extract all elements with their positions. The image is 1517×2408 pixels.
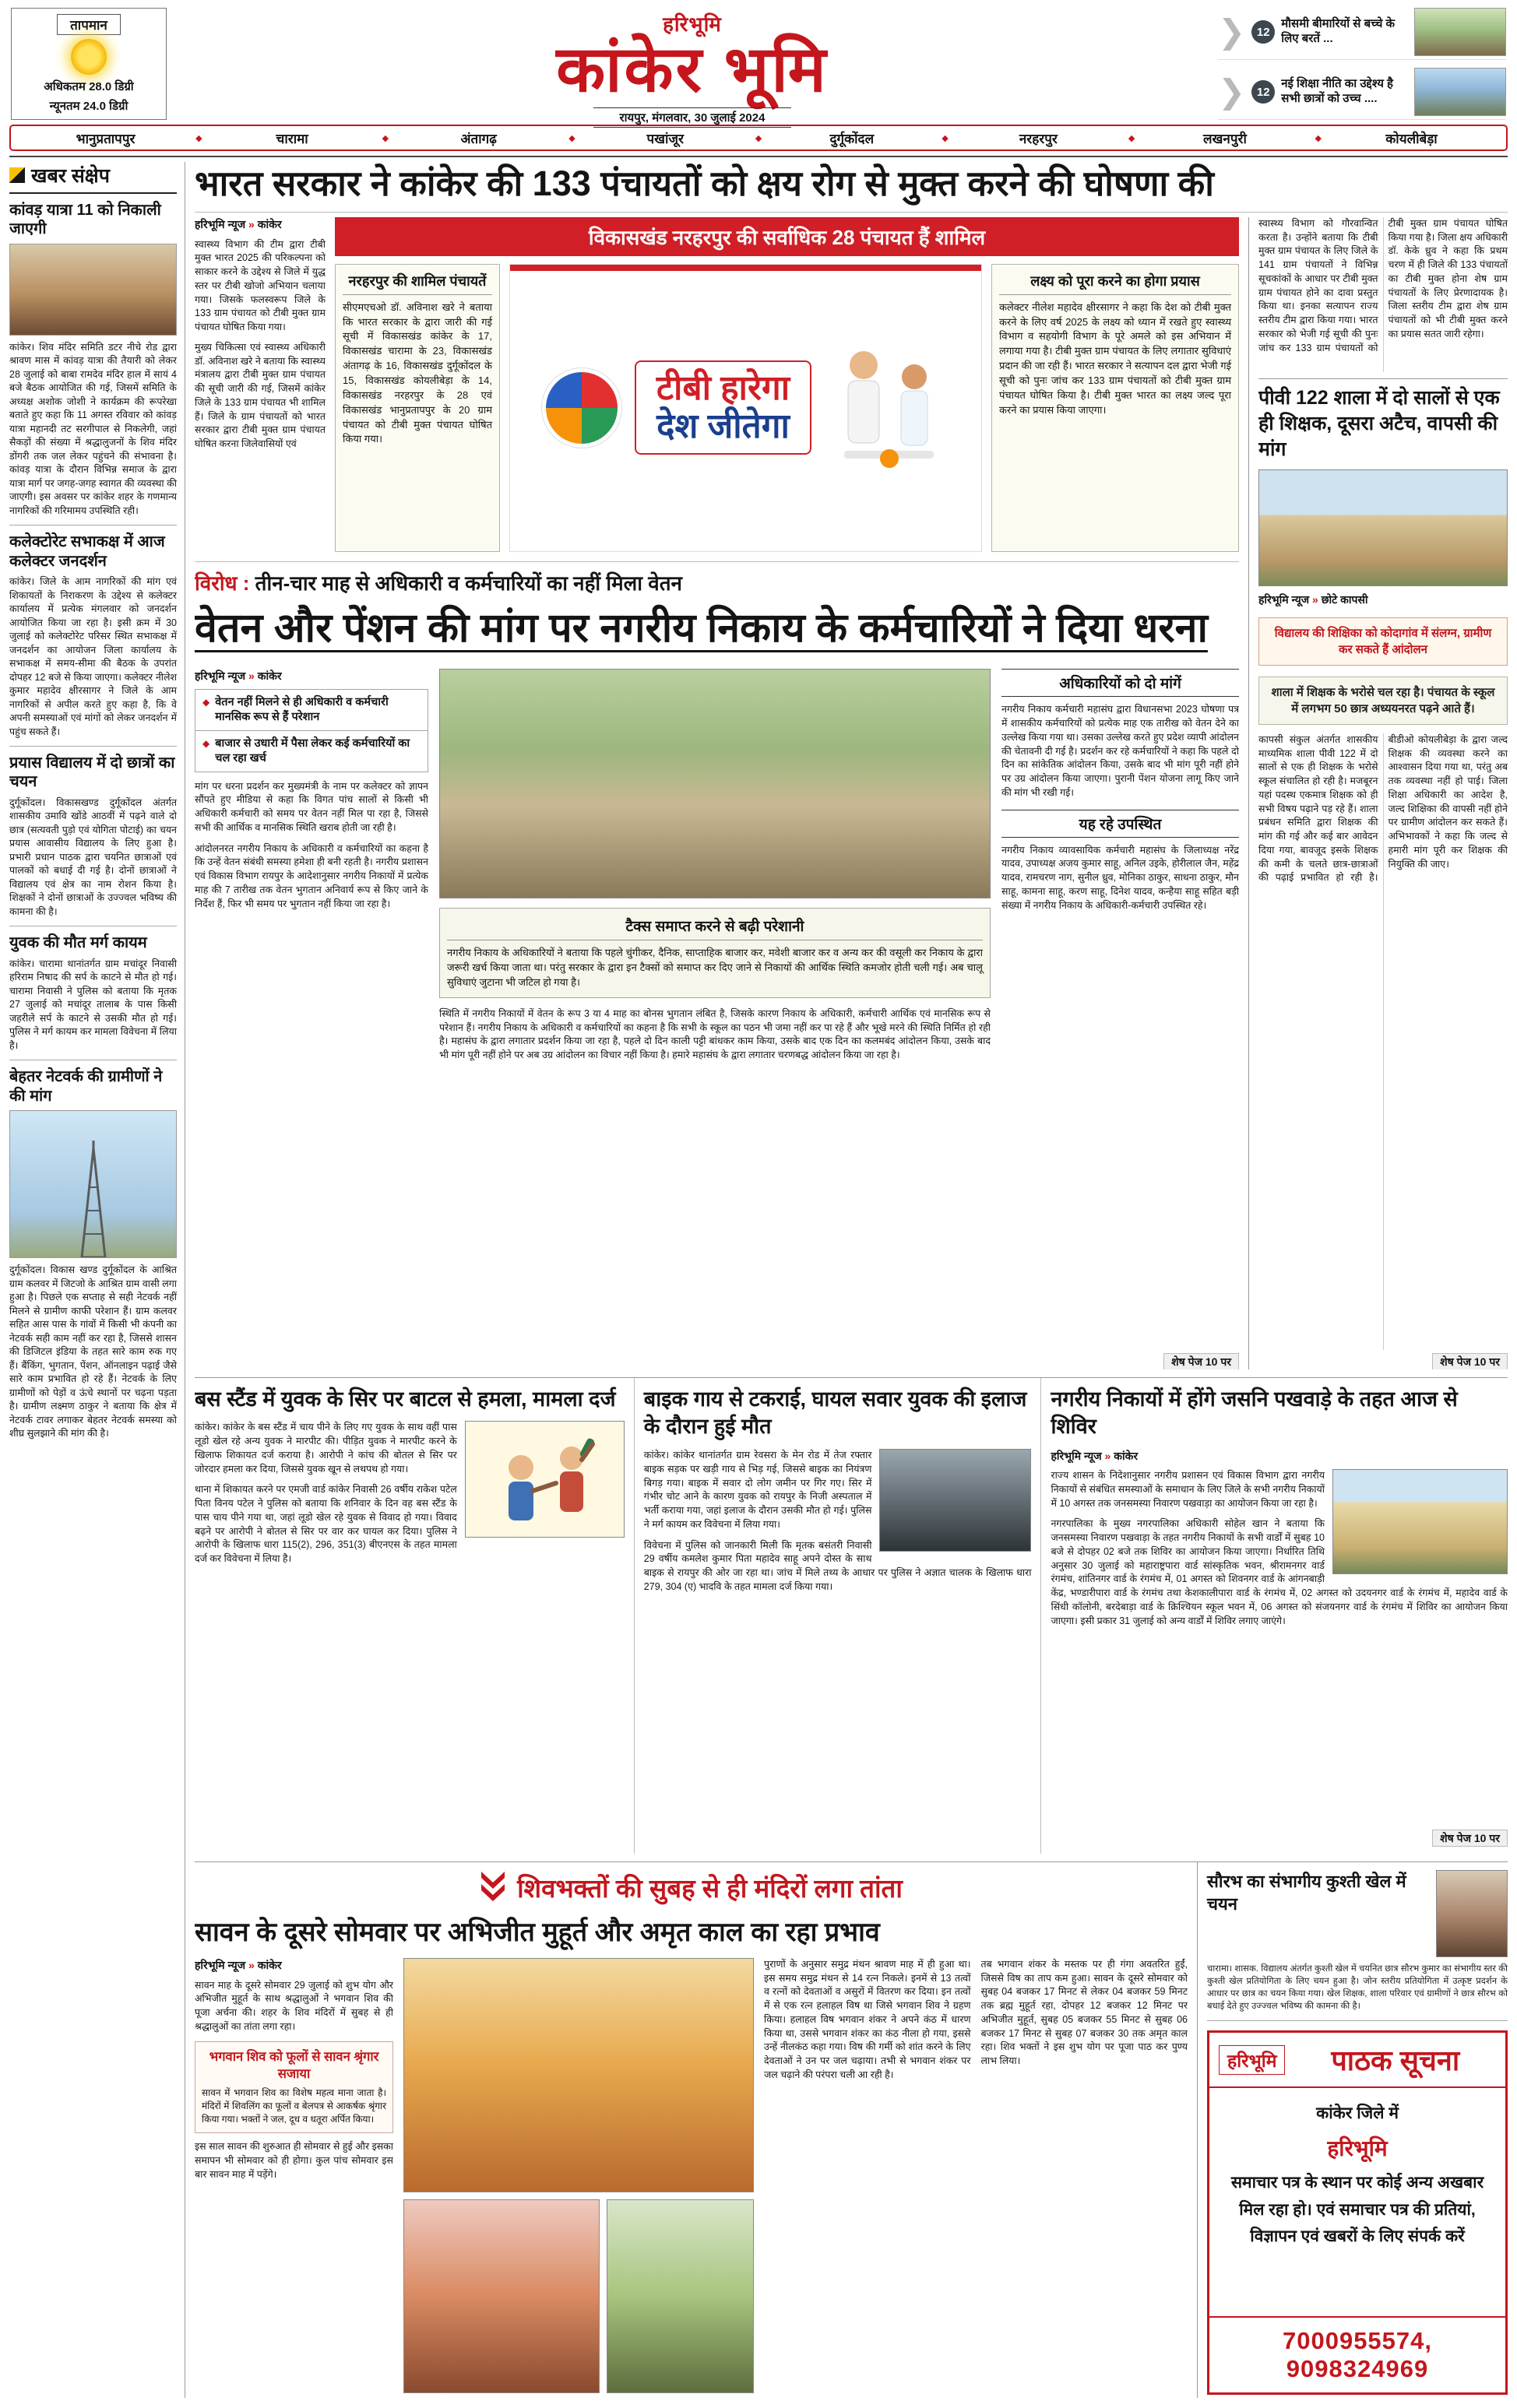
brand-chip: हरिभूमि [1219, 2045, 1285, 2075]
sidebar-story-kanwar-yatra [9, 194, 177, 526]
shringar-sidebox [195, 2041, 393, 2134]
weather-label: तापमान [57, 14, 121, 35]
section-nav [9, 125, 1508, 151]
poster-slogan-line2: देश जीतेगा [656, 406, 790, 445]
bullet-text: वेतन नहीं मिलने से ही अधिकारी व कर्मचारी मानसिक रूप से हैं परेशान [215, 696, 389, 724]
diamond-separator-icon: ◆ [568, 133, 575, 143]
doctors-illustration [829, 334, 945, 482]
diamond-separator-icon: ◆ [382, 133, 389, 143]
byline-source: हरिभूमि न्यूज [1051, 1450, 1102, 1462]
top-band-main [195, 217, 1249, 1369]
salary-first-column [195, 669, 428, 1369]
masthead [9, 5, 1508, 123]
byline [1258, 592, 1508, 607]
lead-center-block [335, 217, 1239, 552]
continued-on-page-note: शेष पेज 10 पर [1001, 1350, 1239, 1369]
shiva-first-column [195, 1958, 393, 2393]
byline-source: हरिभूमि न्यूज [195, 670, 246, 683]
notice-line-2: समाचार पत्र के स्थान पर कोई अन्य अखबार मिल रहा हो। एवं समाचार पत्र की प्रतियां, विज्ञापन एवं खबरों के लिए संपर्क करें [1230, 2173, 1484, 2246]
nav-item-koylibeda: कोयलीबेड़ा [1385, 131, 1438, 146]
bike-cow-accident-story [635, 1378, 1042, 1854]
teaser-2-photo [1414, 68, 1506, 116]
story-body: कांकेर। चारामा थानांतर्गत ग्राम मचांदूर निवासी हरिराम निषाद की सर्प के काटने से मौत हो गई। चारामा निवासी ने पुलिस को बताया कि मृतक 27 जुलाई को मचांदूर तालाब के पास किसी जहरीले सर्प के काटने से उसकी मौत हो गई। पुलिस ने मर्ग कायम कर मामला विवेचना में लिया है। [9, 958, 177, 1051]
weather-box [11, 8, 167, 120]
diamond-separator-icon: ◆ [942, 133, 949, 143]
kicker-text: तीन-चार माह से अधिकारी व कर्मचारियों का नहीं मिला वेतन [255, 571, 682, 595]
byline-arrows-icon: » [248, 217, 255, 230]
salary-middle-column [439, 669, 991, 1369]
byline-arrows-icon: » [248, 1958, 255, 1971]
diamond-separator-icon: ◆ [755, 133, 762, 143]
sidebox-body: सावन में भगवान शिव का विशेष महत्व माना जाता है। मंदिरों में शिवलिंग का फूलों व बेलपत्र से आकर्षक श्रृंगार किया गया। भक्तों ने जल, दूध व धतूरा अर्पित किया। [202, 2087, 386, 2125]
lead-paragraph: मुख्य चिकित्सा एवं स्वास्थ्य अधिकारी डॉ. अविनाश खरे ने बताया कि स्वास्थ्य मंत्रालय द्वारा टीबी मुक्त ग्राम पंचायत की सूची जारी की गई, जिसमें कांकेर जिले के 133 ग्राम पंचायत भी शामिल हैं। जिले के ग्राम पंचायतों को भारत सरकार द्वारा टीबी मुक्त ग्राम पंचायत घोषित करना जिलेवासियों एवं [195, 341, 326, 450]
notice-header [1209, 2033, 1505, 2088]
lead-sub-banner: विकासखंड नरहरपुर की सर्वाधिक 28 पंचायत हैं शामिल [335, 217, 1239, 256]
goal-box [991, 264, 1239, 552]
bike-paragraph: विवेचना में पुलिस को जानकारी मिली कि मृतक बसंतरी निवासी 29 वर्षीय कमलेश कुमार पिता महादेव साहू अपने दोस्त के साथ बाइक से रायपुर की ओर जा रहा था। जांच में मिले तथ्य के आधार पर पुलिस ने अज्ञात चालक के खिलाफ धारा 279, 304 (ए) भादवि के तहत मामला दर्ज किया गया। [643, 1539, 1032, 1592]
masthead-center [179, 8, 1206, 125]
school-body: कापसी संकुल अंतर्गत शासकीय माध्यमिक शाला पीवी 122 में दो सालों से एक ही शिक्षक के भरोसे स्कूल संचालित हो रही है। मजबूरन यहां पदस्थ एकमात्र शिक्षक को ही सभी विषय पढ़ाने पड़ रहे हैं। शाला प्रबंधन समिति द्वारा शिक्षक की मांग की गई और कई बार आवेदन दिया गया, बावजूद इसके शिक्षक की कमी के चलते छात्र-छात्राओं की पढ़ाई प्रभावित हो रही है। बीडीओ कोयलीबेड़ा के द्वारा जल्द शिक्षक की व्यवस्था करने का आश्वासन दिया गया था, परंतु अब तक व्यवस्था नहीं हो पाई। जिला शिक्षा अधिकारी का आदेश है, जल्द शिक्षिका की वापसी नहीं होने पर ग्रामीण आंदोलन कर सकते हैं। अभिभावकों ने कहा कि जल्द से हमारी मांग पूरी कर शिक्षक की नियुक्ति की जाए। [1258, 733, 1508, 884]
salary-headline: वेतन और पेंशन की मांग पर नगरीय निकाय के कर्मचारियों ने दिया धरना [195, 605, 1208, 651]
attack-illustration [465, 1421, 625, 1538]
highlight-bullets [195, 689, 428, 772]
middle-band [195, 1377, 1508, 1854]
salary-paragraph: मांग पर धरना प्रदर्शन कर मुख्यमंत्री के नाम पर कलेक्टर को ज्ञापन सौंपते हुए मीडिया से कहा कि विगत पांच सालों से किसी भी अधिकारी कर्मचारी को समय पर वेतन नहीं मिल पा रहा है, जिससे सभी की आर्थिक व मानसिक स्थिति खराब होती जा रही है। [195, 780, 428, 833]
continued-on-page-note: शेष पेज 10 पर [1258, 1350, 1508, 1369]
municipal-building-photo [1332, 1469, 1508, 1574]
double-down-arrow-icon [480, 1872, 506, 1903]
wrestling-headline: सौरभ का संभागीय कुश्ती खेल में चयन [1207, 1871, 1406, 1914]
byline [195, 1958, 393, 1974]
nav-item-durgukondal: दुर्गूकोंदल [829, 131, 875, 146]
bottle-body [195, 1421, 625, 1566]
weather-min: न्यूनतम 24.0 डिग्री [49, 100, 128, 113]
bottle-paragraph: कांकेर। कांकेर के बस स्टैंड में चाय पीने के लिए गए युवक के साथ वहीं पास लूडो खेल रहे अन्य युवक ने मारपीट की। पीड़ित युवक ने मारपीट करने के खिलाफ शिकायत दर्ज कराया है। आरोपी ने कांच की बोतल से सिर पर जोरदार हमला कर दिया, जिससे युवक खून से लथपथ हो गया। [195, 1422, 457, 1475]
sun-icon [71, 39, 107, 75]
box-body: कलेक्टर नीलेश महादेव क्षीरसागर ने कहा कि देश को टीबी मुक्त करने के लिए वर्ष 2025 के लक्ष्य को ध्यान में रखते हुए स्वास्थ्य विभाग व सहयोगी विभाग के पूरे अमले को इस अभियान में लगाया गया है। टीबी मुक्त ग्राम पंचायत के लिए लगातार सुविधाएं प्रदान की जा रही हैं। भारत सरकार ने सत्यापन दल द्वारा भेजी गई सूची को पुनः जांच कर 133 ग्राम पंचायतों को टीबी मुक्त ग्राम पंचायत घोषित किया है। टीबी मुक्त भारत का लक्ष्य जल्द पूरा करने का प्रयास किया जाएगा। [999, 301, 1231, 416]
salary-body [195, 780, 428, 912]
box-title: नरहरपुर की शामिल पंचायतें [343, 272, 492, 295]
notice-title: पाठक सूचना [1331, 2044, 1460, 2077]
kicker-label: विरोध : [195, 571, 250, 595]
shiva-photo-row [403, 2199, 754, 2393]
shivling-puja-photo [403, 1958, 754, 2192]
school-headline: पीवी 122 शाला में दो सालों से एक ही शिक्षक, दूसरा अटैच, वापसी की मांग [1258, 386, 1500, 460]
byline [195, 217, 326, 233]
lead-paragraph: स्वास्थ्य विभाग की टीम द्वारा टीबी मुक्त भारत 2025 की परिकल्पना को साकार करने के उद्देश्य से जिले में युद्ध स्तर पर टीबी खोजो अभियान चलाया गया। जिसके फलस्वरूप जिले के 133 ग्राम पंचायत को टीबी मुक्त ग्राम पंचायत घोषित किया गया। [195, 238, 326, 333]
story-title: युवक की मौत मर्ग कायम [9, 934, 147, 952]
lead-headline: भारत सरकार ने कांकेर की 133 पंचायतों को क्षय रोग से मुक्त करने की घोषणा की [195, 162, 1508, 213]
bottle-paragraph: थाना में शिकायत करने पर एमजी वार्ड कांकेर निवासी 26 वर्षीय राकेश पटेल पिता विनय पटेल ने पुलिस को बताया कि शनिवार के दिन वह बस स्टैंड के पास चाय पीने गया था, जहां लूडो खेल रहे युवक से विवाद हो गया। विवाद बढ़ने पर आरोपी ने बोतल से सिर पर वार कर घायल कर दिया। पुलिस ने आरोपी के खिलाफ धारा 115(2), 296, 351(3) बीएनएस के तहत मामला दर्ज कर विवेचना में लिया है। [195, 1484, 457, 1565]
pull-quote-red: विद्यालय की शिक्षिका को कोदागांव में संलग्न, ग्रामीण कर सकते हैं आंदोलन [1258, 617, 1508, 666]
nav-item-antagarh: अंतागढ़ [460, 131, 497, 146]
mobile-tower-photo [9, 1110, 177, 1258]
byline-source: हरिभूमि न्यूज [195, 217, 246, 230]
sidebar-header [9, 162, 177, 194]
nav-item-bhanupratappur: भानुप्रतापपुर [76, 131, 136, 146]
sidebar-story-prayas-selection [9, 747, 177, 926]
box-body: सीएमएचओ डॉ. अविनाश खरे ने बताया कि भारत सरकार के द्वारा जारी की गई सूची में विकासखंड कांकेर के 17, विकासखंड चारामा के 23, विकासखंड अंतागढ़ के 16, विकासखंड दुर्गूकोंदल के 15, विकासखंड कोयलीबेड़ा के 14, विकासखंड नरहरपुर के 28 एवं विकासखंड भानुप्रतापपुर के 20 ग्राम पंचायत को टीबी मुक्त पंचायत घोषित किया गया। [343, 301, 492, 445]
box-title: लक्ष्य को पूरा करने का होगा प्रयास [999, 272, 1231, 295]
demands-title: अधिकारियों को दो मांगें [1001, 669, 1239, 697]
kicker [195, 568, 1239, 596]
news-brief-sidebar [9, 162, 185, 2398]
byline-place: कांकेर [1114, 1450, 1139, 1462]
notice-body [1209, 2088, 1505, 2316]
poster-ribbon [510, 265, 981, 271]
school-building-photo [1258, 469, 1508, 586]
sidebar-story-youth-death [9, 926, 177, 1060]
bottom-right-rail [1198, 1862, 1508, 2398]
teaser-1-photo [1414, 8, 1506, 56]
lead-story [195, 217, 1239, 552]
camp-paragraph: राज्य शासन के निदेशानुसार नगरीय प्रशासन एवं विकास विभाग द्वारा नगरीय निकायों से संबंधित समस्याओं के समाधान के लिए जिले के सभी नगरीय निकायों में 10 अगस्त तक जनसमस्या निवारण पखवाड़ा का आयोजन किया जा रहा है। [1051, 1470, 1325, 1509]
dateline: रायपुर, मंगलवार, 30 जुलाई 2024 [593, 107, 792, 128]
shiva-second-column: पुराणों के अनुसार समुद्र मंथन श्रावण माह में ही हुआ था। इस समय समुद्र मंथन से 14 रत्न निकले। इनमें से 13 तत्वों व रत्नों को देवताओं व असुरों में वितरण कर दिया। इन तत्वों में से एक रत्न हलाहल विष था जिसे भगवान शिव ने ग्रहण किया। हलाहल विष भगवान शंकर ने अपने कंठ में धारण किया था, उससे भगवान शंकर का कंठ नीला हो गया, इससे उन्हें नीलकंठ कहा गया। विष की गर्मी को शांत करने के लिए देवताओं ने उन पर जल चढ़ाया। तभी से भगवान शंकर पर जल चढ़ाने की परंपरा चली आ रही है। [764, 1958, 971, 2080]
contact-phone-numbers: 7000955574, 9098324969 [1209, 2316, 1505, 2392]
wrestling-body: चारामा। शासक. विद्यालय अंतर्गत कुश्ती खेल में चयनित छात्र सौरभ कुमार का संभागीय स्तर की कुश्ती खेल प्रतियोगिता के लिए चयन हुआ है। जोन स्तरीय प्रतियोगिता में उत्कृष्ट प्रदर्शन के आधार पर छात्र का चयन किया गया। खेल शिक्षक, शाला परिवार एवं ग्रामीणों ने छात्र सौरभ को बधाई देते हुए उज्ज्वल भविष्य की कामना की है। [1207, 1963, 1508, 2012]
byline [195, 669, 428, 684]
sidebar-header-label: खबर संक्षेप [31, 165, 110, 187]
shiva-headline: सावन के दूसरे सोमवार पर अभिजीत मुहूर्त और अमृत काल का रहा प्रभाव [195, 1917, 880, 1947]
story-title: कांवड़ यात्रा 11 को निकाली जाएगी [9, 202, 161, 238]
byline [1051, 1449, 1508, 1464]
nav-item-lakhanpuri: लखनपुरी [1202, 131, 1247, 146]
salary-body-continued: स्थिति में नगरीय निकायों में वेतन के रूप 3 या 4 माह का बोनस भुगतान लंबित है, जिसके कारण निकाय के अधिकारी, कर्मचारी आर्थिक एवं मानसिक रूप से परेशान हैं। नगरीय निकाय के अधिकारी व कर्मचारियों का कहना है कि सभी के स्कूल का पठन भी जमा नहीं कर पा रहे हैं और भूखे मरने की स्थिति निर्मित हो रही है। महासंघ के द्वारा लगातार प्रदर्शन किया जा रहा है, पहले दो दिन काली पट्टी बांधकर काम किया, उसके बाद एक दिन का कलमबंद आंदोलन किया, उसके बाद भी मांग पूरी नहीं होने पर अब उग्र आंदोलन का विचार नहीं किया है। हमारे महासंघ के द्वारा लगातार चरणबद्ध आंदोलन किया जा रहा है। [439, 1007, 991, 1061]
bottle-attack-story [195, 1378, 635, 1854]
reader-notice-box [1207, 2030, 1508, 2395]
wrestler-portrait-photo [1436, 1870, 1508, 1957]
teaser-2-page-badge: 12 [1251, 80, 1275, 104]
teaser-1 [1218, 8, 1506, 60]
diamond-bullet-icon: ◆ [202, 738, 210, 750]
school-teacher-story [1258, 379, 1508, 1369]
sidebar-story-jandarshan [9, 526, 177, 747]
story-title: प्रयास विद्यालय में दो छात्रों का चयन [9, 754, 175, 791]
shiva-paragraph: इस साल सावन की शुरुआत ही सोमवार से हुई और इसका समापन भी सोमवार को ही होगा। कुल पांच सोमवार इस बार सावन माह में पड़ेंगे। [195, 2141, 393, 2180]
nav-item-narharpur: नरहरपुर [1019, 131, 1058, 146]
grievance-camp-story [1041, 1378, 1508, 1854]
brand-logo-small: हरिभूमि [663, 12, 722, 36]
brand-name-inline: हरिभूमि [1327, 2136, 1388, 2160]
sidebox-title: भगवान शिव को फूलों से सावन श्रृंगार सजाया [209, 2049, 379, 2081]
pull-quote-gray: शाला में शिक्षक के भरोसे चल रहा है। पंचायत के स्कूल में लगभग 50 छात्र अध्ययनरत पढ़ने आते हैं। [1258, 677, 1508, 725]
teaser-1-page-badge: 12 [1251, 20, 1275, 44]
byline-arrows-icon: » [248, 670, 255, 683]
byline-source: हरिभूमि न्यूज [1258, 592, 1310, 606]
box-title: टैक्स समाप्त करने से बढ़ी परेशानी [447, 916, 983, 940]
story-body: कांकेर। शिव मंदिर समिति डटर नीचे रोड द्वारा श्रावण मास में कांवड़ यात्रा की तैयारी को लेकर 28 जुलाई को बाबा रामदेव मंदिर हाल में सायं 4 बजे बैठक आयोजित की गई, जिसमें समिति के अध्यक्ष अशोक जोशी ने कार्यक्रम की रूपरेखा बताते हुए कहा कि 11 अगस्त रविवार को कांवड़ यात्रा महानदी तट सरगीपाल से निकलेगी, जहां सैकड़ों की संख्या में श्रद्धालुजनों के शिव मंदिर डोंगरी तक जल लेकर पहुंचने की संभावना है। कांवड़ यात्रा के दौरान विभिन्न समाज के द्वारा यात्रा मार्ग पर जगह-जगह स्वागत की व्यवस्था की जाएगी। इस अवसर पर कांकेर शहर के गणमान्य नागरिकों की गरिमामय उपस्थिति रही। [9, 341, 177, 516]
teaser-1-text: मौसमी बीमारियों से बच्चे के लिए बरतें ... [1281, 17, 1396, 45]
chevron-right-icon: ❯ [1218, 73, 1246, 110]
lead-first-column [195, 217, 326, 552]
nav-item-pakhanjur: पखांजूर [646, 131, 684, 146]
nav-item-charama: चारामा [276, 131, 308, 146]
salary-paragraph: आंदोलनरत नगरीय निकाय के अधिकारी व कर्मचारियों का कहना है कि उन्हें वेतन संबंधी समस्या हमेशा ही बनी रहती है। नगरीय प्रशासन एवं विकास विभाग रायपुर के आदेशानुसार नगरीय निकायों में प्रत्येक माह की 7 तारीख तक वेतन भुगतान अनिवार्य रूप से किए जाने के निर्देश हैं, फिर भी समय पर भुगतान नहीं किया जा रहा है। [195, 842, 428, 909]
byline-arrows-icon: » [1312, 592, 1318, 606]
shiva-ribbon-headline: शिवभक्तों की सुबह से ही मंदिरों लगा तांता [195, 1870, 1188, 1905]
present-body: नगरीय निकाय व्यावसायिक कर्मचारी महासंघ के जिलाध्यक्ष नरेंद्र यादव, उपाध्यक्ष अजय कुमार साहू, अनिल उइके, होरीलाल जैन, महेंद्र यादव, रामचरण नाग, सुनील ध्रुव, मोनिका ठाकुर, साधना ठाकुर, मौन साहू, कामना साहू, करण साहू, दिनेश यादव, कन्हैया साहू सहित बड़ी संख्या में नगरीय निकाय के अधिकारी-कर्मचारी उपस्थित रहे। [1001, 844, 1239, 911]
sidebar-story-network-demand [9, 1060, 177, 2398]
story-body: दुर्गूकोंदल। विकास खण्ड दुर्गूकोंदल के आश्रित ग्राम कलवर में जिटजो के आश्रित ग्राम वासी लगा हुआ है। पिछले एक सप्ताह से सही नेटवर्क नहीं मिलने से ग्रामीण काफी परेशान हैं। ग्राम कलवर सहित आस पास के गांवों में किसी भी कंपनी का नेटवर्क सही काम नहीं कर रहा है, जिससे शासन की डिजिटल इंडिया के तहत सारे काम रुक गए हैं। बैंकिंग, भुगतान, पेंशन, ऑनलाइन पढ़ाई जैसे सारे काम प्रभावित हो रहे हैं। नेटवर्क के लिए ग्रामीणों को पेड़ों व ऊंचे स्थानों पर चढ़ना पड़ता है। ग्रामीण लक्ष्मण ठाकुर ने बताया कि क्षेत्र में नेटवर्क टावर लगाकर बेहतर नेटवर्क समस्या को शीघ्र सुलझाने की मांग की है। [9, 1264, 177, 1440]
bike-headline: बाइक गाय से टकराई, घायल सवार युवक की इलाज के दौरान हुई मौत [643, 1387, 1027, 1439]
shiva-third-column: तब भगवान शंकर के मस्तक पर ही गंगा अवतरित हुईं, जिससे विष का ताप कम हुआ। सावन के दूसरे सोमवार को सुबह 04 बजकर 17 मिनट से लेकर 04 बजकर 59 मिनट तक ब्रह्म मुहूर्त रहा, दोपहर 12 बजकर 12 मिनट पर अभिजीत मुहूर्त, सुबह 05 बजकर 55 मिनट से सुबह 06 बजकर 17 मिनट से सुबह 07 बजकर 30 तक अमृत काल रहा। शिव भक्तों ने इस शुभ योग पर पूजा पाठ कर पुण्य लाभ लिया। [980, 1958, 1188, 2066]
teaser-2-text: नई शिक्षा नीति का उद्देश्य है सभी छात्रों को उच्च .... [1281, 77, 1394, 105]
shiva-paragraph: सावन माह के दूसरे सोमवार 29 जुलाई को शुभ योग और अभिजीत मुहूर्त के साथ श्रद्धालुओं ने भगवान शिव की पूजा अर्चना की। शहर के शिव मंदिरों में सुबह से ही श्रद्धालुओं का तांता लगा रहा। [195, 1979, 393, 2032]
included-panchayats-box [335, 264, 500, 552]
tb-campaign-logo-icon [546, 372, 618, 444]
byline-arrows-icon: » [1104, 1450, 1111, 1462]
diamond-separator-icon: ◆ [1315, 133, 1322, 143]
salary-right-column [1001, 669, 1239, 1369]
bullet-text: बाजार से उधारी में पैसा लेकर कई कर्मचारियों का चल रहा खर्च [215, 737, 410, 765]
camp-body [1051, 1469, 1508, 1635]
story-title: कलेक्टोरेट सभाकक्ष में आज कलेक्टर जनदर्शन [9, 533, 165, 570]
corner-flag-icon [9, 167, 25, 183]
tb-campaign-poster [509, 264, 982, 552]
bike-paragraph: कांकेर। कांकेर थानांतर्गत ग्राम रेवसरा के मेन रोड में तेज रफ्तार बाइक सड़क पर खड़ी गाय से भिड़ गई, जिससे बाइक का नियंत्रण बिगड़ गया। बाइक में सवार दो लोग जमीन पर गिर गए। सिर में गंभीर चोट आने के कारण युवक को रायपुर के निजी अस्पताल में भर्ती कराया गया, जहां इलाज के दौरान उसकी मौत हो गई। पुलिस ने मर्ग कायम कर विवेचना में लिया गया। [643, 1450, 872, 1530]
lead-info-boxes [335, 256, 1239, 552]
tax-issue-box [439, 908, 991, 998]
kanwar-yatra-photo [9, 244, 177, 336]
edition-title: कांकेर भूमि [556, 34, 829, 105]
top-band [195, 217, 1508, 1369]
weather-max: अधिकतम 28.0 डिग्री [44, 80, 134, 93]
story-body: कांकेर। जिले के आम नागरिकों की मांग एवं शिकायतों के निराकरण के उद्देश्य से कलेक्टर कार्यालय में प्रत्येक मंगलवार को जनदर्शन आयोजित किया जा रहा है। इसी क्रम में 30 जुलाई को कलेक्टोरेट परिसर स्थित सभाकक्ष में जनदर्शन का आयोजन जिला कार्यालय के सभाकक्ष में समय-सीमा की बैठक के उपरांत दोपहर 12 बजे से किया जाएगा। कलेक्टर नीलेश कुमार महादेव क्षीरसागर ने जिले के आम नागरिकों से अपील करते हुए कहा है, कि वे अपनी समस्याओं एवं मांगों को लेकर जनदर्शन में पहुंच सकते हैं। [9, 576, 177, 737]
box-body: नगरीय निकाय के अधिकारियों ने बताया कि पहले चुंगीकर, दैनिक, साप्ताहिक बाजार कर, मवेशी बाजार कर व अन्य कर की वसूली कर निकाय के द्वारा जरूरी खर्च किया जाता था। परंतु सरकार के द्वारा इन टैक्सों को समाप्त कर दिए जाने से निकायों की आर्थिक स्थिति कमजोर होती चली गई। अब चालू सुविधाएं जुटाना भी जटिल हो गया है। [447, 947, 983, 989]
camp-headline: नगरीय निकायों में होंगे जसनि पखवाड़े के तहत आज से शिविर [1051, 1387, 1458, 1439]
byline-place: कांकेर [257, 670, 282, 683]
teaser-column [1218, 8, 1506, 120]
poster-slogan-line1: टीबी हारेगा [656, 369, 790, 408]
wrestling-header [1207, 1870, 1508, 1957]
poster-slogan [635, 360, 811, 455]
byline-place: कांकेर [257, 1958, 282, 1971]
story-body: दुर्गूकोंदल। विकासखण्ड दुर्गूकोंदल अंतर्गत शासकीय उमावि खोंडे आठवीं में पढ़ने वाले दो छात्र (सत्यवती पुड़ो एवं योगिता पोटाई) का चयन प्रयास आवासीय विद्यालय के लिए हुआ है। प्रभारी प्रधान पाठक द्वारा चयनित छात्राओं एवं पालकों को बधाई दी गई है। दोनों छात्राओं ने विद्यालय एवं क्षेत्र का नाम रोशन किया है। शिक्षकों ने दोनों छात्राओं के उज्ज्वल भविष्य की कामना की है। [9, 796, 177, 917]
shiva-photo-collage [403, 1958, 754, 2393]
bike-body [644, 1449, 1032, 1594]
present-title: यह रहे उपस्थित [1001, 810, 1239, 838]
byline-place: कांकेर [257, 217, 282, 230]
salary-columns [195, 669, 1239, 1369]
lead-continuation: स्वास्थ्य विभाग को गौरवान्वित करता है। उन्होंने बताया कि टीबी मुक्त ग्राम पंचायत के लिए जिले के 141 ग्राम पंचायतों ने विभिन्न सूचकांकों के आधार पर टीबी मुक्त ग्राम पंचायत होने का दावा प्रस्तुत किया था। इनका सत्यापन राज्य स्तरीय टीम द्वारा किया गया। भारत सरकार को भेजी गई सूची की पुनः जांच कर 133 ग्राम पंचायतों को टीबी मुक्त ग्राम पंचायत घोषित किया गया है। जिला क्षय अधिकारी डॉ. केके ध्रुव ने कहा कि प्रथम चरण में ही जिले की 133 पंचायतों का टीबी मुक्त होना शेष ग्राम पंचायतों के लिए प्रेरणादायक है। जिला स्तरीय टीम द्वारा शेष ग्राम पंचायतों को भी टीबी मुक्त करने का प्रयास सतत जारी रहेगा। [1258, 217, 1508, 379]
diamond-bullet-icon: ◆ [202, 697, 210, 708]
tower-silhouette [66, 1141, 121, 1257]
main-well [185, 162, 1508, 2398]
notice-line-1: कांकेर जिले में [1316, 2104, 1399, 2123]
sawan-shiva-story [195, 1862, 1198, 2398]
continued-on-page-note: शेष पेज 10 पर [1051, 1826, 1508, 1846]
bullet-item [195, 731, 428, 772]
bottom-band [195, 1861, 1508, 2398]
bottle-headline: बस स्टैंड में युवक के सिर पर बाटल से हमला, मामला दर्ज [195, 1387, 616, 1411]
demands-body: नगरीय निकाय कर्मचारी महासंघ द्वारा विधानसभा 2023 घोषणा पत्र में शासकीय कर्मचारियों को प्रत्येक माह एक तारीख को वेतन देने का उल्लेख किया गया था। उसका उल्लेख करते हुए प्रदेश व्यापी आंदोलन की चेतावनी दी गई है। प्रदर्शन कर रहे कर्मचारियों ने कहा कि पहले दो दिन का सांकेतिक आंदोलन किया, उसके बाद भी मांग पूरी नहीं होने पर उग्र आंदोलन किया जाएगा। पुरानी पेंशन योजना लागू किए जाने की मांग भी रखी गई। [1001, 704, 1239, 798]
story-title: बेहतर नेटवर्क की ग्रामीणों ने की मांग [9, 1068, 163, 1105]
temple-offering-photo [607, 2199, 754, 2393]
teaser-2 [1218, 68, 1506, 120]
diamond-separator-icon: ◆ [1128, 133, 1135, 143]
wrestling-selection-story [1207, 1870, 1508, 2021]
top-band-right-rail [1249, 217, 1508, 1369]
byline-source: हरिभूमि न्यूज [195, 1958, 246, 1971]
temple-devotees-photo [403, 2199, 600, 2393]
page-body [9, 156, 1508, 2398]
bullet-item [195, 690, 428, 731]
diamond-separator-icon: ◆ [195, 133, 202, 143]
bike-accident-photo [879, 1449, 1031, 1552]
protest-photo [439, 669, 991, 898]
salary-protest-story [195, 561, 1239, 1369]
chevron-right-icon: ❯ [1218, 13, 1246, 50]
shiva-columns [195, 1958, 1188, 2393]
byline-place: छोटे कापसी [1321, 592, 1368, 606]
camp-paragraph: नगरपालिका के मुख्य नगरपालिका अधिकारी सोहेल खान ने बताया कि जनसमस्या निवारण पखवाड़ा के तहत नगरीय निकायों के सभी वार्डों में सुबह 10 बजे से दोपहर 02 बजे तक शिविर का आयोजन किया जाएगा। निर्धारित तिथि अनुसार 30 जुलाई को महाराष्ट्रपारा वार्ड सांस्कृतिक भवन, श्रीरामनगर वार्ड रंगमंच, शांतिनगर वार्ड के रंगमंच में, 01 अगस्त को शिवनगर वार्ड के आंगनबाड़ी केंद्र, भण्डारीपारा वार्ड के रंगमंच तथा केशकालीपारा वार्ड के रंगमंच में, 02 अगस्त को उदयनगर वार्ड के रंगमंच में, महादेव वार्ड के सिंधी कॉलोनी, बरदेबाड़ा वार्ड के क्रिश्चियन स्कूल भवन में, 06 अगस्त को संजयनगर वार्ड के रंगमंच में शिविर का आयोजन किया जाएगा। इसी प्रकार 31 जुलाई को अन्य वार्डों में शिविर लगाए जाएंगे। [1051, 1518, 1508, 1626]
